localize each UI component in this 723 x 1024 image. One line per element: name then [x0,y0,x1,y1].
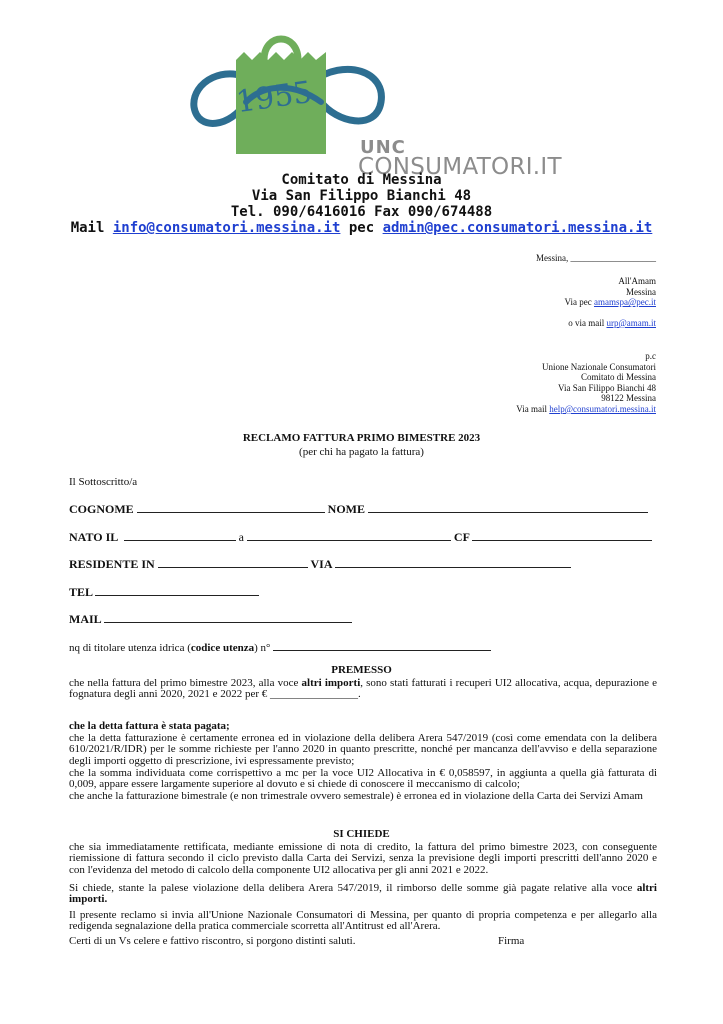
logo-brand-top: UNC [360,137,406,158]
via-field[interactable] [335,557,571,568]
logo-brand-bottom: CONSUMATORI.IT [358,154,562,180]
cc-line-3: Comitato di Messina [581,372,656,383]
row-mail: MAIL [69,612,352,627]
row-tel: TEL [69,585,259,600]
recipient-pec: Via pec amamspa@pec.it [564,297,656,308]
premesso-p2: che la detta fattura è stata pagata; [69,720,230,732]
form-intro: Il Sottoscritto/a [69,476,138,488]
cc-line-1: p.c [645,351,656,361]
closing: Certi di un Vs celere e fattivo riscontro, si porgono distinti saluti. [69,935,356,947]
nato-il-field[interactable] [124,530,236,541]
cc-line-5: 98122 Messina [601,393,656,404]
recipient-mail-link[interactable]: urp@amam.it [606,317,656,328]
si-chiede-p1: che sia immediatamente rettificata, mediante emissione di nota di credito, la fattura del primo bimestre 2023, con conseguente riemissione di fattura secondo il ciclo previsto dalla Carta dei Servizi, senza la previsione degli importi prescritti dell'anno 2020 e con l'evidenza del metodo di calcolo della componente UI2 allocativa per gli anni 2021 e 2022. [69,841,657,876]
cc-mail: Via mail help@consumatori.messina.it [516,403,656,414]
row-nato-cf: NATO IL a CF [69,530,652,545]
recipient-line-2: Messina [626,286,656,297]
cognome-field[interactable] [137,502,325,513]
premesso-p4: che la somma individuata come corrispettivo a mc per la voce UI2 Allocativa in € 0,058597, in aggiunta a quella già fatturata di 0,009, appare essere largamente superiore al dovuto e si chiede di conoscere il meccanismo di calcolo; [69,767,657,791]
mail-link[interactable]: info@consumatori.messina.it [112,220,341,236]
document-subtitle: (per chi ha pagato la fattura) [299,446,424,458]
cc-line-2: Unione Nazionale Consumatori [542,361,656,372]
si-chiede-heading: SI CHIEDE [333,828,390,840]
pec-link[interactable]: admin@pec.consumatori.messina.it [382,220,653,236]
row-utenza: nq di titolare utenza idrica (codice utenza) n° [69,640,491,654]
recipient-mail: o via mail urp@amam.it [568,317,656,328]
premesso-heading: PREMESSO [331,664,392,676]
premesso-p3: che la detta fatturazione è certamente erronea ed in violazione della delibera Arera 547/2019 (così come emendata con la delibera 610/2021/R/IDR) per le somme richieste per l'anno 2020 in quanto prescritte, nonché per mancanza dell'avviso e della separazione degli importi oggetto di prescrizione, ivi espressamente previsto; [69,732,657,767]
cf-field[interactable] [472,530,652,541]
si-chiede-p3: Il presente reclamo si invia all'Unione Nazionale Consumatori di Messina, per quanto di propria competenza e per allegarlo alla redigenda segnalazione della pratica commerciale scorretta all'Antitrust ed all'Arera. [69,909,657,933]
cc-mail-link[interactable]: help@consumatori.messina.it [549,403,656,414]
header-mail-line [0,220,723,236]
nome-field[interactable] [368,502,648,513]
recipient-line-1: All'Amam [618,276,656,286]
place-date: Messina, ___________________ [536,253,656,263]
premesso-p5: che anche la fatturazione bimestrale (e non trimestrale ovvero semestrale) è erronea ed in violazione della Carta dei Servizi Amam [69,790,643,802]
residente-field[interactable] [158,557,308,568]
logo-year: 1955 [233,74,315,121]
tel-field[interactable] [95,585,259,596]
cc-block [516,351,656,415]
header-line-2: Via San Filippo Bianchi 48 [251,188,472,204]
codice-utenza-field[interactable] [273,640,491,651]
cc-line-4: Via San Filippo Bianchi 48 [558,382,656,393]
si-chiede-p2: Si chiede, stante la palese violazione della delibera Arera 547/2019, il rimborso delle somme già pagate relative alla voce altri importi. [69,882,657,906]
recipient-pec-link[interactable]: amamspa@pec.it [593,297,656,308]
recipient-block [565,276,656,328]
premesso-p1: che nella fattura del primo bimestre 2023, alla voce altri importi, sono stati fatturati i recuperi UI2 allocativa, acqua, depurazione e fognatura degli anni 2020, 2021 e 2022 per € ________________. [69,677,657,701]
firma-label: Firma [498,935,525,947]
row-residente-via: RESIDENTE IN VIA [69,557,571,572]
birthplace-field[interactable] [247,530,451,541]
header-line-3: Tel. 090/6416016 Fax 090/674488 [230,204,493,220]
row-cognome-nome: COGNOME NOME [69,502,648,517]
mail-label: Mail [70,220,105,236]
mail-field[interactable] [104,612,352,623]
pec-label: pec [348,220,375,236]
header-line-1: Comitato di Messina [281,172,442,188]
document-title: RECLAMO FATTURA PRIMO BIMESTRE 2023 [242,432,481,444]
